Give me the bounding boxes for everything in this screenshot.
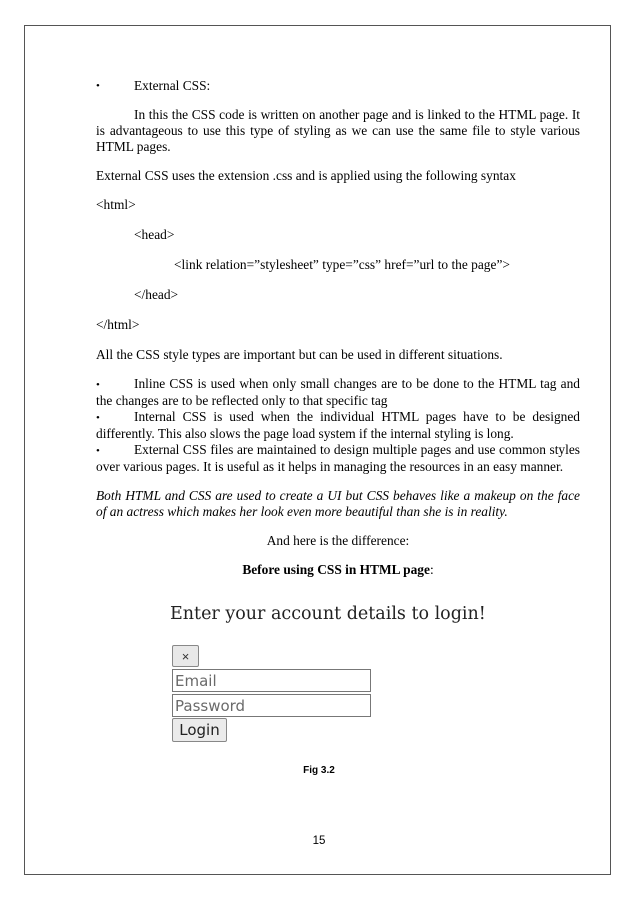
bullet-icon: • [96, 412, 100, 424]
bullet-icon: • [96, 445, 100, 457]
bullet-text: External CSS files are maintained to design multiple pages and use common styles over various pages. It is useful as it helps in managing the resources in an easy manner. [96, 442, 580, 474]
code-html-close: </html> [96, 317, 140, 332]
external-css-heading-line [96, 78, 580, 94]
bullet-icon: • [96, 80, 100, 92]
summary-paragraph: All the CSS style types are important but can be used in different situations. [96, 347, 503, 362]
login-form-figure [170, 600, 486, 750]
document-body [96, 78, 580, 578]
login-form-heading: Enter your account details to login! [170, 604, 486, 624]
quote-paragraph: Both HTML and CSS are used to create a UI but CSS behaves like a makeup on the face of an actress which makes her look even more beautiful than she is in reality. [96, 488, 580, 519]
section-heading: External CSS: [134, 78, 211, 93]
bullet-icon: • [96, 379, 100, 391]
difference-line: And here is the difference: [266, 533, 410, 548]
before-label-text: Before using CSS in HTML page [242, 562, 430, 577]
password-field[interactable] [172, 694, 371, 717]
code-link-tag: <link relation=”stylesheet” type=”css” href=”url to the page”> [174, 257, 510, 272]
email-field[interactable] [172, 669, 371, 692]
bullet-external-css [96, 442, 580, 475]
code-head-open: <head> [134, 227, 175, 242]
figure-caption: Fig 3.2 [303, 765, 335, 776]
code-html-open: <html> [96, 197, 136, 212]
code-head-close: </head> [134, 287, 179, 302]
bullet-text: Internal CSS is used when the individual HTML pages have to be designed differently. This also slows the page load system if the internal styling is long. [96, 409, 580, 441]
login-button[interactable]: Login [172, 718, 227, 742]
intro-paragraph: In this the CSS code is written on another page and is linked to the HTML page. It is advantageous to use this type of styling as we can use the same file to style various HTML pages. [96, 107, 580, 154]
bullet-internal-css [96, 409, 580, 442]
before-label [96, 562, 580, 578]
bullet-text: Inline CSS is used when only small changes are to be done to the HTML tag and the changes are to be reflected only to that specific tag [96, 376, 580, 408]
before-label-colon: : [429, 562, 434, 577]
bullet-inline-css [96, 376, 580, 409]
close-button[interactable]: × [172, 645, 199, 667]
extension-paragraph: External CSS uses the extension .css and is applied using the following syntax [96, 168, 516, 183]
page-number: 15 [312, 835, 326, 847]
